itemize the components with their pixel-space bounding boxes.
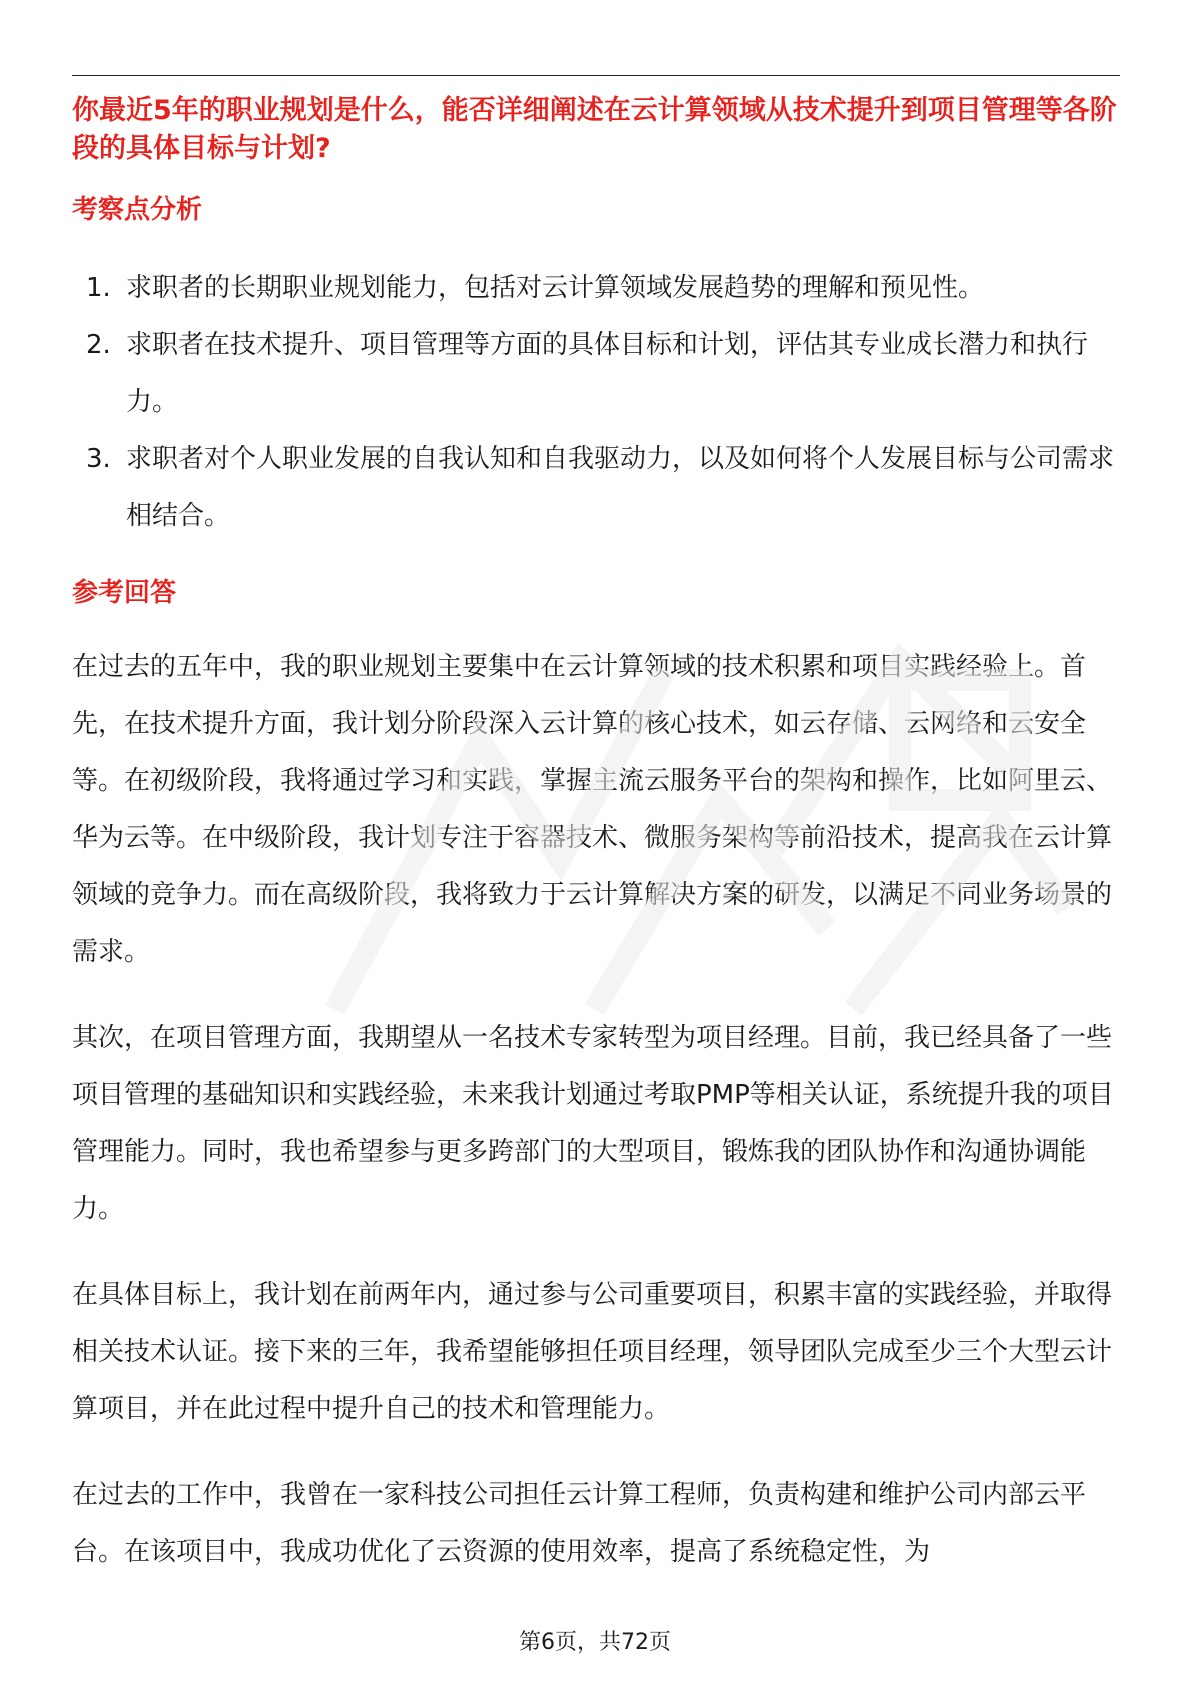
answer-paragraph: 在过去的五年中，我的职业规划主要集中在云计算领域的技术积累和项目实践经验上。首先，在技术提升方面，我计划分阶段深入云计算的核心技术，如云存储、云网络和云安全等。在初级阶段，我将通过学习和实践，掌握主流云服务平台的架构和操作，比如阿里云、华为云等。在中级阶段，我计划专注于容器技术、微服务架构等前沿技术，提高我在云计算领域的竞争力。而在高级阶段，我将致力于云计算解决方案的研发，以满足不同业务场景的需求。	[72, 652, 1113, 967]
list-item-text: 求职者对个人职业发展的自我认知和自我驱动力，以及如何将个人发展目标与公司需求相结合。	[126, 444, 1115, 531]
list-item-number: 2.	[86, 330, 111, 360]
answer-paragraph: 其次，在项目管理方面，我期望从一名技术专家转型为项目经理。目前，我已经具备了一些项目管理的基础知识和实践经验，未来我计划通过考取PMP等相关认证，系统提升我的项目管理能力。同时，我也希望参与更多跨部门的大型项目，锻炼我的团队协作和沟通协调能力。	[72, 1023, 1114, 1224]
page-number-footer: 第6页，共72页	[519, 1630, 671, 1655]
answer-heading: 参考回答	[72, 578, 177, 608]
answer-paragraph: 在过去的工作中，我曾在一家科技公司担任云计算工程师，负责构建和维护公司内部云平台。在该项目中，我成功优化了云资源的使用效率，提高了系统稳定性，为	[72, 1480, 1087, 1567]
list-item-number: 1.	[86, 273, 111, 303]
list-item-text: 求职者在技术提升、项目管理等方面的具体目标和计划，评估其专业成长潜力和执行力。	[126, 330, 1089, 417]
question-title: 你最近5年的职业规划是什么，能否详细阐述在云计算领域从技术提升到项目管理等各阶段的具体目标与计划?	[72, 95, 1117, 164]
list-item	[72, 431, 1122, 545]
list-item-text: 求职者的长期职业规划能力，包括对云计算领域发展趋势的理解和预见性。	[126, 273, 985, 303]
list-item	[72, 317, 1122, 431]
analysis-points-list	[72, 260, 1122, 545]
list-item-number: 3.	[86, 444, 111, 474]
list-item	[72, 260, 1122, 317]
top-divider	[72, 75, 1120, 76]
analysis-heading: 考察点分析	[72, 195, 203, 225]
answer-paragraph: 在具体目标上，我计划在前两年内，通过参与公司重要项目，积累丰富的实践经验，并取得相关技术认证。接下来的三年，我希望能够担任项目经理，领导团队完成至少三个大型云计算项目，并在此过程中提升自己的技术和管理能力。	[72, 1280, 1113, 1424]
